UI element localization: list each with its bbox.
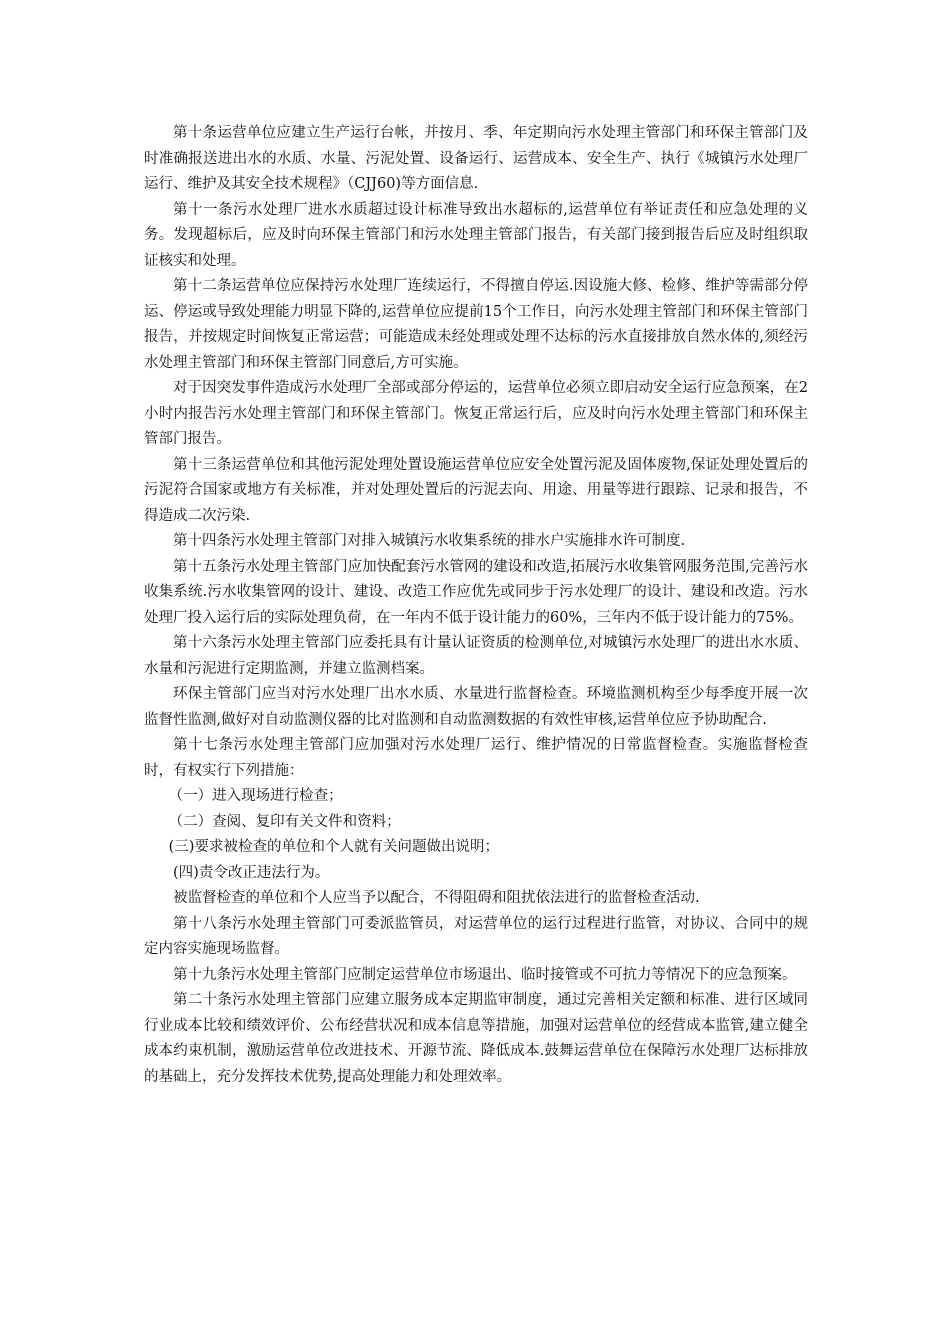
paragraph: 第十六条污水处理主管部门应委托具有计量认证资质的检测单位,对城镇污水处理厂的进出水水质、水量和污泥进行定期监测，并建立监测档案。 (144, 635, 808, 677)
paragraph: 第二十条污水处理主管部门应建立服务成本定期监审制度，通过完善相关定额和标准、进行区域同行业成本比较和绩效评价、公布经营状况和成本信息等措施，加强对运营单位的经营成本监管,建立健全成本约束机制，激励运营单位改进技术、开源节流、降低成本.鼓舞运营单位在保障污水处理厂达标排放的基础上，充分发挥技术优势,提高处理能力和处理效率。 (144, 992, 808, 1085)
paragraph: 第十四条污水处理主管部门对排入城镇污水收集系统的排水户实施排水许可制度. (173, 533, 686, 549)
paragraph: 环保主管部门应当对污水处理厂出水水质、水量进行监督检查。环境监测机构至少每季度开展一次监督性监测,做好对自动监测仪器的比对监测和自动监测数据的有效性审核,运营单位应予协助配合. (144, 686, 808, 728)
list-item: （二）查阅、复印有关文件和资料； (168, 813, 401, 830)
paragraph: 对于因突发事件造成污水处理厂全部或部分停运的，运营单位必须立即启动安全运行应急预案，在2小时内报告污水处理主管部门和环保主管部门。恢复正常运行后，应及时向污水处理主管部门和环保主管部门报告。 (144, 380, 808, 447)
list-item: （一）进入现场进行检查； (168, 788, 343, 804)
paragraph: 第十五条污水处理主管部门应加快配套污水管网的建设和改造,拓展污水收集管网服务范围,完善污水收集系统.污水收集管网的设计、建设、改造工作应优先或同步于污水处理厂的设计、建设和改造。污水处理厂投入运行后的实际处理负荷，在一年内不低于设计能力的60%，三年内不低于设计能力的75%。 (144, 558, 808, 626)
paragraph: 第十三条运营单位和其他污泥处理处置设施运营单位应安全处置污泥及固体废物,保证处理处置后的污泥符合国家或地方有关标准，并对处理处置后的污泥去向、用途、用量等进行跟踪、记录和报告，不得造成二次污染. (144, 456, 808, 524)
paragraph: 第十七条污水处理主管部门应加强对污水处理厂运行、维护情况的日常监督检查。实施监督检查时，有权实行下列措施： (144, 737, 808, 779)
paragraph: 第十一条污水处理厂进水水质超过设计标准导致出水超标的,运营单位有举证责任和应急处理的义务。发现超标后，应及时向环保主管部门和污水处理主管部门报告，有关部门接到报告后应及时组织取证核实和处理。 (144, 201, 808, 269)
paragraph: 第十二条运营单位应保持污水处理厂连续运行，不得擅自停运.因设施大修、检修、维护等需部分停运、停运或导致处理能力明显下降的,运营单位应提前15个工作日，向污水处理主管部门和环保主管部门报告，并按规定时间恢复正常运营；可能造成未经处理或处理不达标的污水直接排放自然水体的,须经污水处理主管部门和环保主管部门同意后,方可实施。 (144, 278, 808, 371)
paragraph: 第十八条污水处理主管部门可委派监管员，对运营单位的运行过程进行监管，对协议、合同中的规定内容实施现场监督。 (144, 915, 808, 957)
paragraph: (四)责令改正违法行为。 (173, 864, 330, 881)
paragraph: 被监督检查的单位和个人应当予以配合，不得阻碍和阻扰依法进行的监督检查活动. (173, 890, 700, 906)
paragraph: 第十九条污水处理主管部门应制定运营单位市场退出、临时接管或不可抗力等情况下的应急预案。 (173, 966, 797, 983)
paragraph: 第十条运营单位应建立生产运行台帐，并按月、季、年定期向污水处理主管部门和环保主管部门及时准确报送进出水的水质、水量、污泥处置、设备运行、运营成本、安全生产、执行《城镇污水处理厂运行、维护及其安全技术规程》（CJJ60)等方面信息. (144, 125, 808, 192)
document-body (144, 121, 808, 1090)
list-item: (三)要求被检查的单位和个人就有关问题做出说明； (168, 839, 499, 855)
